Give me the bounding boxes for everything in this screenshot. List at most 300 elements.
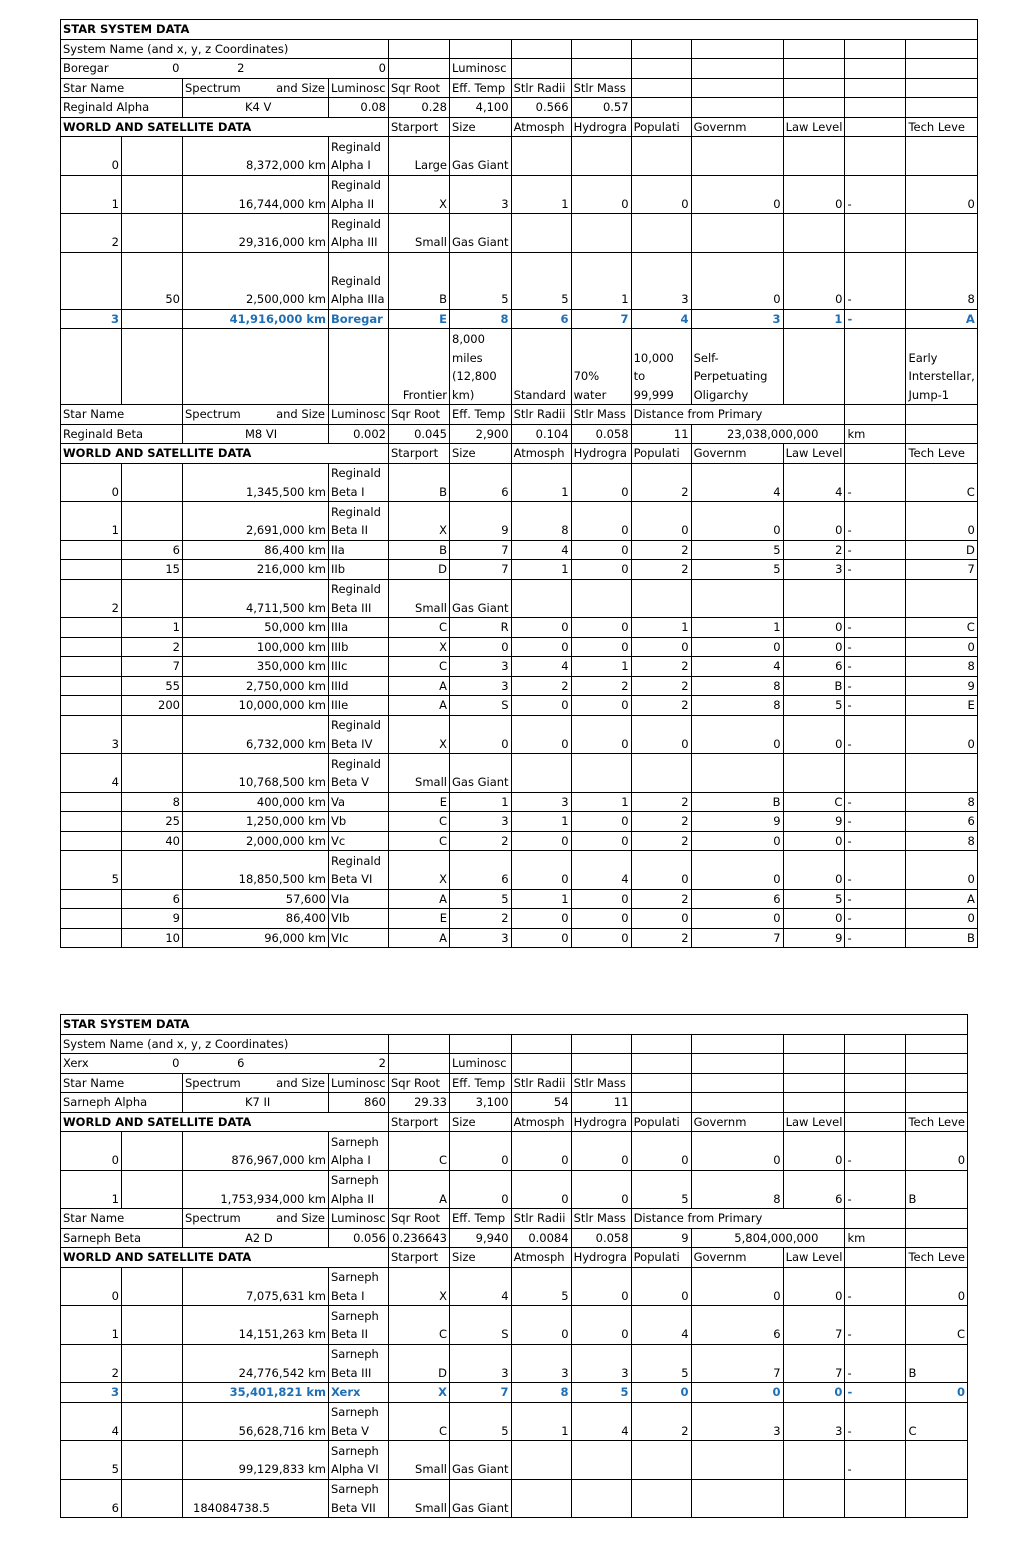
sqr-root-header: Sqr Root xyxy=(389,78,450,98)
tech-level: C xyxy=(906,1402,968,1441)
star-spectrum: K4 V xyxy=(183,98,329,118)
hydrographics: 0 xyxy=(571,1267,631,1306)
star-name-header: Star Name xyxy=(61,1073,183,1093)
orbit-row xyxy=(61,540,978,560)
system-title: STAR SYSTEM DATA xyxy=(61,1015,968,1035)
orbit-distance: 50,000 km xyxy=(183,618,329,638)
government: 0 xyxy=(691,175,783,214)
population: 0 xyxy=(631,851,691,890)
world-name: VIa xyxy=(329,889,389,909)
coord-y: 6 xyxy=(183,1054,329,1074)
world-name: IIId xyxy=(329,676,389,696)
satellite-orbit: 6 xyxy=(122,889,183,909)
star-name: Reginald Beta xyxy=(61,424,183,444)
starport: C xyxy=(389,812,450,832)
tech-level: 7 xyxy=(906,560,977,580)
governm-header: Governm xyxy=(691,1112,783,1132)
hydrographics: 0 xyxy=(571,889,631,909)
population: 0 xyxy=(631,1267,691,1306)
star-radii: 54 xyxy=(511,1093,571,1113)
tech-level: 0 xyxy=(906,175,977,214)
starport: X xyxy=(389,502,450,541)
world-size: 0 xyxy=(450,637,512,657)
orbit-row xyxy=(61,928,978,948)
system-title: STAR SYSTEM DATA xyxy=(61,20,978,40)
world-name: Reginald Beta V xyxy=(329,754,389,793)
star-name: Sarneph Beta xyxy=(61,1228,183,1248)
satellite-orbit: 9 xyxy=(122,909,183,929)
orbit-distance: 24,776,542 km xyxy=(183,1344,329,1383)
satellite-orbit xyxy=(122,175,183,214)
satellite-orbit xyxy=(122,309,183,329)
hydrographics: 1 xyxy=(571,252,631,309)
satellite-orbit: 25 xyxy=(122,812,183,832)
orbit-number xyxy=(61,676,122,696)
populati-header: Populati xyxy=(631,444,691,464)
eff-temp-header: Eff. Temp xyxy=(450,1073,512,1093)
star-header-row xyxy=(61,1209,968,1229)
government: 3 xyxy=(691,1402,783,1441)
orbit-row xyxy=(61,1479,968,1518)
population: 4 xyxy=(631,1306,691,1345)
law-level: 7 xyxy=(783,1344,845,1383)
satellite-orbit: 8 xyxy=(122,792,183,812)
world-size: R xyxy=(450,618,512,638)
atmosphere: 1 xyxy=(511,560,571,580)
atmosphere: 5 xyxy=(511,252,571,309)
satellite-orbit: 6 xyxy=(122,540,183,560)
hydrographics: 0 xyxy=(571,715,631,754)
orbit-number xyxy=(61,657,122,677)
population: 2 xyxy=(631,928,691,948)
tech-level: C xyxy=(906,463,977,502)
starport: D xyxy=(389,560,450,580)
law-level: 9 xyxy=(783,812,845,832)
dash-mark: - xyxy=(845,1402,906,1441)
starport: X xyxy=(389,637,450,657)
atmosphere: 4 xyxy=(511,657,571,677)
tech-level: 0 xyxy=(906,1132,968,1171)
coord-x: 0 xyxy=(172,61,180,75)
atmosphere: 0 xyxy=(511,715,571,754)
atmosphere: 0 xyxy=(511,637,571,657)
atmosphere: 0 xyxy=(511,928,571,948)
satellite-orbit xyxy=(122,502,183,541)
star-eff-temp: 9,940 xyxy=(450,1228,512,1248)
government: 4 xyxy=(691,463,783,502)
atmosphere: 0 xyxy=(511,1132,571,1171)
world-name: Sarneph Beta II xyxy=(329,1306,389,1345)
starport: B xyxy=(389,463,450,502)
government: 1 xyxy=(691,618,783,638)
orbit-row xyxy=(61,754,978,793)
population: 0 xyxy=(631,502,691,541)
world-size: 7 xyxy=(450,540,512,560)
tech-level: B xyxy=(906,928,977,948)
spectrum-header xyxy=(183,78,329,98)
starport: A xyxy=(389,889,450,909)
world-size: 3 xyxy=(450,1344,512,1383)
orbit-distance: 99,129,833 km xyxy=(183,1441,329,1480)
tech-level: 6 xyxy=(906,812,977,832)
orbit-distance: 184084738.5 xyxy=(183,1479,329,1518)
orbit-distance: 1,250,000 km xyxy=(183,812,329,832)
law-level: 0 xyxy=(783,831,845,851)
population: 2 xyxy=(631,657,691,677)
hydrographics: 4 xyxy=(571,851,631,890)
world-name: Reginald Beta II xyxy=(329,502,389,541)
world-name: Reginald Alpha I xyxy=(329,137,389,176)
orbit-distance: 6,732,000 km xyxy=(183,715,329,754)
atmosphere: 0 xyxy=(511,696,571,716)
star-data-row xyxy=(61,98,978,118)
population: 2 xyxy=(631,463,691,502)
star-data-row xyxy=(61,1093,968,1113)
orbit-row xyxy=(61,137,978,176)
tech-level: 8 xyxy=(906,657,977,677)
world-name: VIc xyxy=(329,928,389,948)
orbit-row xyxy=(61,175,978,214)
luminosc-top-label: Luminosc xyxy=(450,59,512,79)
size-col-header: Size xyxy=(450,1112,512,1132)
star-mass: 0.058 xyxy=(571,424,631,444)
stlr-radii-header: Stlr Radii xyxy=(511,1073,571,1093)
orbit-distance: 1,345,500 km xyxy=(183,463,329,502)
dash-mark: - xyxy=(845,1267,906,1306)
orbit-row xyxy=(61,1383,968,1403)
orbit-number: 6 xyxy=(61,1479,122,1518)
coord-z: 2 xyxy=(329,1054,389,1074)
star-system-table-2 xyxy=(60,1014,968,1518)
world-name: Va xyxy=(329,792,389,812)
hydrographics: 0 xyxy=(571,831,631,851)
satellite-orbit xyxy=(122,137,183,176)
gas-giant-size-class: Small xyxy=(389,1479,450,1518)
hydrographics: 7 xyxy=(571,309,631,329)
satellite-orbit xyxy=(122,214,183,253)
orbit-distance: 2,750,000 km xyxy=(183,676,329,696)
starport: C xyxy=(389,657,450,677)
star-system-table-1 xyxy=(60,19,978,948)
atmosphere: 1 xyxy=(511,889,571,909)
starport: A xyxy=(389,928,450,948)
star-data-row xyxy=(61,424,978,444)
gas-giant-size-class: Small xyxy=(389,754,450,793)
atmosphere: 1 xyxy=(511,463,571,502)
orbit-distance: 100,000 km xyxy=(183,637,329,657)
world-header-row xyxy=(61,117,978,137)
starport: X xyxy=(389,1267,450,1306)
satellite-orbit: 10 xyxy=(122,928,183,948)
orbit-number xyxy=(61,889,122,909)
government: B xyxy=(691,792,783,812)
government: 8 xyxy=(691,696,783,716)
atmosphere: 0 xyxy=(511,851,571,890)
orbit-distance: 876,967,000 km xyxy=(183,1132,329,1171)
population: 2 xyxy=(631,889,691,909)
starport: C xyxy=(389,1306,450,1345)
size-header: and Size xyxy=(276,80,325,95)
orbit-row xyxy=(61,696,978,716)
governm-header: Governm xyxy=(691,117,783,137)
law-level-header: Law Level xyxy=(783,444,845,464)
tech-level: 0 xyxy=(906,715,977,754)
atmosphere: 0 xyxy=(511,909,571,929)
orbit-number xyxy=(61,560,122,580)
tech-level: C xyxy=(906,1306,968,1345)
system-name-row xyxy=(61,59,978,79)
spectrum-header xyxy=(183,1073,329,1093)
star-spectrum: M8 VI xyxy=(183,424,329,444)
satellite-orbit xyxy=(122,1132,183,1171)
distance-au: 9 xyxy=(631,1228,691,1248)
satellite-orbit xyxy=(122,1267,183,1306)
law-level: 6 xyxy=(783,657,845,677)
sqr-root-header: Sqr Root xyxy=(389,1073,450,1093)
gas-giant-label: Gas Giant xyxy=(450,754,512,793)
satellite-orbit xyxy=(122,715,183,754)
hydrographics: 0 xyxy=(571,928,631,948)
hydrogra-header: Hydrogra xyxy=(571,117,631,137)
satellite-orbit: 7 xyxy=(122,657,183,677)
orbit-row xyxy=(61,1344,968,1383)
orbit-row xyxy=(61,1402,968,1441)
world-name: Sarneph Alpha VI xyxy=(329,1441,389,1480)
world-size: 3 xyxy=(450,175,512,214)
government: 8 xyxy=(691,676,783,696)
orbit-row xyxy=(61,715,978,754)
law-level: 6 xyxy=(783,1170,845,1209)
dash-mark: - xyxy=(845,889,906,909)
sqr-root-header: Sqr Root xyxy=(389,1209,450,1229)
orbit-row xyxy=(61,560,978,580)
hydrogra-header: Hydrogra xyxy=(571,444,631,464)
orbit-row xyxy=(61,309,978,329)
distance-km: 5,804,000,000 xyxy=(691,1228,845,1248)
tech-level: 0 xyxy=(906,637,977,657)
atmosphere: 8 xyxy=(511,502,571,541)
starport-description: Frontier xyxy=(389,329,450,405)
orbit-number: 1 xyxy=(61,502,122,541)
law-level: 0 xyxy=(783,618,845,638)
distance-km: 23,038,000,000 xyxy=(691,424,845,444)
tech-level: 8 xyxy=(906,252,977,309)
government: 4 xyxy=(691,657,783,677)
orbit-row xyxy=(61,792,978,812)
luminosc-header: Luminosc xyxy=(329,1209,389,1229)
government: 0 xyxy=(691,715,783,754)
hydrographics: 4 xyxy=(571,1402,631,1441)
tech-level: 8 xyxy=(906,792,977,812)
orbit-row xyxy=(61,463,978,502)
population: 2 xyxy=(631,696,691,716)
law-level: 0 xyxy=(783,1267,845,1306)
world-size: 6 xyxy=(450,851,512,890)
gas-giant-size-class: Large xyxy=(389,137,450,176)
star-radii: 0.566 xyxy=(511,98,571,118)
world-name: Xerx xyxy=(329,1383,389,1403)
tech-level: 9 xyxy=(906,676,977,696)
star-name-header: Star Name xyxy=(61,78,183,98)
world-name: Sarneph Alpha I xyxy=(329,1132,389,1171)
luminosc-header: Luminosc xyxy=(329,405,389,425)
starport-header: Starport xyxy=(389,117,450,137)
law-level: 1 xyxy=(783,309,845,329)
starport: B xyxy=(389,540,450,560)
size-col-header: Size xyxy=(450,444,512,464)
starport-header: Starport xyxy=(389,1248,450,1268)
world-size: 1 xyxy=(450,792,512,812)
government: 8 xyxy=(691,1170,783,1209)
spectrum-header xyxy=(183,405,329,425)
satellite-orbit xyxy=(122,1383,183,1403)
orbit-number xyxy=(61,637,122,657)
world-name: IIb xyxy=(329,560,389,580)
orbit-number: 0 xyxy=(61,137,122,176)
size-col-header: Size xyxy=(450,1248,512,1268)
star-mass: 0.058 xyxy=(571,1228,631,1248)
world-name: Reginald Alpha III xyxy=(329,214,389,253)
spectrum-header-text: Spectrum xyxy=(185,80,241,95)
orbit-number xyxy=(61,831,122,851)
population: 1 xyxy=(631,618,691,638)
world-size: 0 xyxy=(450,1170,512,1209)
population: 2 xyxy=(631,540,691,560)
population: 0 xyxy=(631,715,691,754)
star-sqr-root: 0.236643 xyxy=(389,1228,450,1248)
luminosc-top-label: Luminosc xyxy=(450,1054,512,1074)
star-radii: 0.0084 xyxy=(511,1228,571,1248)
atmosphere: 6 xyxy=(511,309,571,329)
starport-header: Starport xyxy=(389,1112,450,1132)
star-luminosity: 0.056 xyxy=(329,1228,389,1248)
government: 0 xyxy=(691,1267,783,1306)
orbit-distance: 41,916,000 km xyxy=(183,309,329,329)
star-eff-temp: 4,100 xyxy=(450,98,512,118)
hydrographics: 0 xyxy=(571,696,631,716)
satellite-orbit: 55 xyxy=(122,676,183,696)
star-luminosity: 0.002 xyxy=(329,424,389,444)
dash-mark: - xyxy=(845,812,906,832)
satellite-orbit: 1 xyxy=(122,618,183,638)
orbit-distance: 96,000 km xyxy=(183,928,329,948)
orbit-distance: 57,600 xyxy=(183,889,329,909)
world-name: Reginald Alpha II xyxy=(329,175,389,214)
orbit-number xyxy=(61,696,122,716)
orbit-number: 5 xyxy=(61,1441,122,1480)
world-name: IIIc xyxy=(329,657,389,677)
tech-level-header: Tech Leve xyxy=(906,444,977,464)
coords-label: System Name (and x, y, z Coordinates) xyxy=(61,1034,389,1054)
star-data-row xyxy=(61,1228,968,1248)
system-title-row xyxy=(61,20,978,40)
star-name: Reginald Alpha xyxy=(61,98,183,118)
starport: E xyxy=(389,309,450,329)
world-name: Reginald Beta IV xyxy=(329,715,389,754)
satellite-orbit xyxy=(122,1344,183,1383)
world-size: 4 xyxy=(450,1267,512,1306)
orbit-row xyxy=(61,618,978,638)
dash-mark: - xyxy=(845,851,906,890)
orbit-row xyxy=(61,889,978,909)
world-name: Reginald Beta VI xyxy=(329,851,389,890)
star-spectrum: A2 D xyxy=(183,1228,329,1248)
satellite-orbit: 50 xyxy=(122,252,183,309)
tech-level-header: Tech Leve xyxy=(906,1112,968,1132)
hydrographics: 0 xyxy=(571,637,631,657)
orbit-number: 3 xyxy=(61,715,122,754)
orbit-number: 0 xyxy=(61,1132,122,1171)
world-header-row xyxy=(61,1248,968,1268)
stlr-radii-header: Stlr Radii xyxy=(511,405,571,425)
orbit-distance: 2,000,000 km xyxy=(183,831,329,851)
dash-mark: - xyxy=(845,175,906,214)
world-name: Sarneph Beta I xyxy=(329,1267,389,1306)
world-size: 3 xyxy=(450,928,512,948)
world-name: IIa xyxy=(329,540,389,560)
world-size: 5 xyxy=(450,889,512,909)
coord-x: 0 xyxy=(172,1056,180,1070)
populati-header: Populati xyxy=(631,1248,691,1268)
dash-mark: - xyxy=(845,928,906,948)
stlr-radii-header: Stlr Radii xyxy=(511,78,571,98)
world-header-row xyxy=(61,1112,968,1132)
law-level: B xyxy=(783,676,845,696)
world-size: 7 xyxy=(450,1383,512,1403)
starport: D xyxy=(389,1344,450,1383)
star-name-header: Star Name xyxy=(61,405,183,425)
starport: C xyxy=(389,1402,450,1441)
size-description: 8,000 miles (12,800 km) xyxy=(450,329,512,405)
sqr-root-header: Sqr Root xyxy=(389,405,450,425)
world-size: 6 xyxy=(450,463,512,502)
star-luminosity: 860 xyxy=(329,1093,389,1113)
coords-label: System Name (and x, y, z Coordinates) xyxy=(61,39,389,59)
hydrogra-header: Hydrogra xyxy=(571,1248,631,1268)
atmosph-header: Atmosph xyxy=(511,117,571,137)
orbit-number xyxy=(61,928,122,948)
gas-giant-size-class: Small xyxy=(389,214,450,253)
world-name: IIIe xyxy=(329,696,389,716)
atmosphere: 3 xyxy=(511,792,571,812)
dash-mark: - xyxy=(845,618,906,638)
size-col-header: Size xyxy=(450,117,512,137)
orbit-number: 5 xyxy=(61,851,122,890)
atmosph-header: Atmosph xyxy=(511,1112,571,1132)
satellite-orbit xyxy=(122,754,183,793)
starport: C xyxy=(389,831,450,851)
dash-mark: - xyxy=(845,560,906,580)
hydrographics: 0 xyxy=(571,540,631,560)
orbit-number: 1 xyxy=(61,1306,122,1345)
orbit-distance: 4,711,500 km xyxy=(183,579,329,618)
orbit-distance: 14,151,263 km xyxy=(183,1306,329,1345)
tech-level: C xyxy=(906,618,977,638)
law-level-header: Law Level xyxy=(783,117,845,137)
population: 4 xyxy=(631,309,691,329)
orbit-distance: 86,400 xyxy=(183,909,329,929)
atmosphere: 1 xyxy=(511,1402,571,1441)
system-name xyxy=(61,1054,183,1074)
law-level: 0 xyxy=(783,851,845,890)
orbit-distance: 86,400 km xyxy=(183,540,329,560)
tech-level: A xyxy=(906,889,977,909)
dash-mark: - xyxy=(845,657,906,677)
world-header-row xyxy=(61,444,978,464)
tech-description: Early Interstellar, Jump-1 xyxy=(906,329,977,405)
world-satellite-header: WORLD AND SATELLITE DATA xyxy=(61,117,389,137)
world-name: Reginald Alpha IIIa xyxy=(329,252,389,309)
